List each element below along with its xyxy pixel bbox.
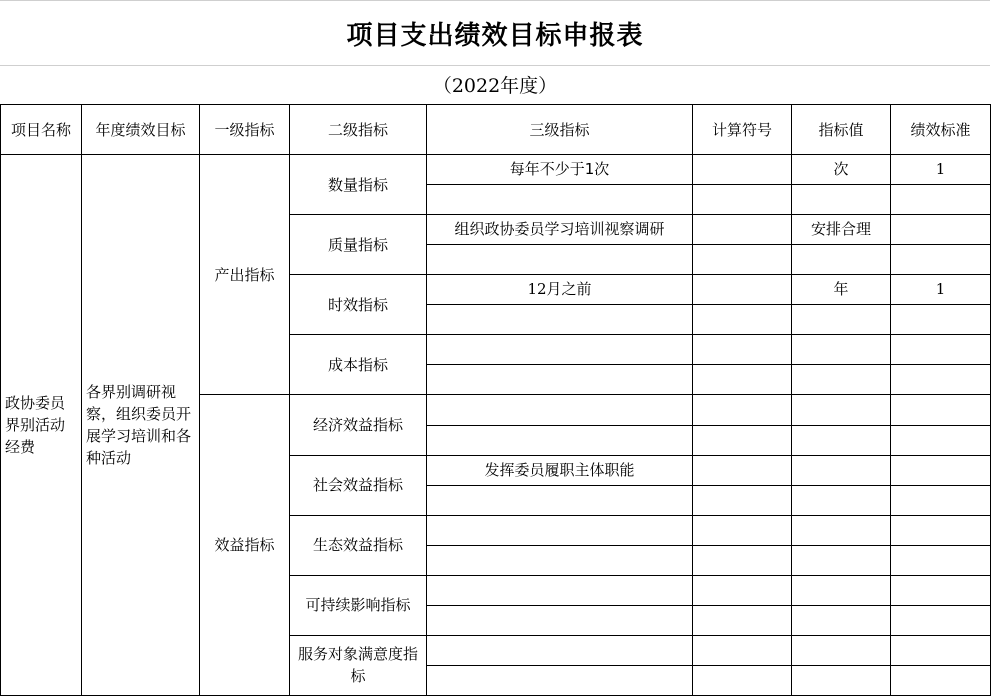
header-level1: 一级指标 <box>200 105 290 155</box>
level2-cost-cell: 成本指标 <box>290 335 427 395</box>
level2-quantity-cell: 数量指标 <box>290 155 427 215</box>
empty-cell <box>891 515 991 545</box>
empty-cell <box>693 335 792 365</box>
empty-cell <box>792 365 891 395</box>
page-title: 项目支出绩效目标申报表 <box>0 0 990 66</box>
empty-cell <box>427 605 693 635</box>
empty-cell <box>792 605 891 635</box>
empty-cell <box>693 515 792 545</box>
level2-economic-cell: 经济效益指标 <box>290 395 427 455</box>
level2-timeliness-cell: 时效指标 <box>290 275 427 335</box>
empty-cell <box>891 605 991 635</box>
level1-output-cell: 产出指标 <box>200 155 290 395</box>
empty-cell <box>792 665 891 695</box>
level1-benefit-cell: 效益指标 <box>200 395 290 696</box>
header-annual-goal: 年度绩效目标 <box>82 105 200 155</box>
annual-goal-cell: 各界别调研视察，组织委员开展学习培训和各种活动 <box>82 155 200 696</box>
empty-cell <box>792 245 891 275</box>
empty-cell <box>792 185 891 215</box>
empty-cell <box>792 335 891 365</box>
timeliness-value-cell: 年 <box>792 275 891 305</box>
level2-satisfaction-cell: 服务对象满意度指标 <box>290 635 427 695</box>
header-level3: 三级指标 <box>427 105 693 155</box>
quality-standard-cell <box>891 215 991 245</box>
empty-cell <box>891 545 991 575</box>
empty-cell <box>693 455 792 485</box>
empty-cell <box>891 425 991 455</box>
year-subtitle: （2022年度） <box>432 75 558 97</box>
empty-cell <box>693 305 792 335</box>
empty-cell <box>693 605 792 635</box>
empty-cell <box>891 575 991 605</box>
empty-cell <box>693 395 792 425</box>
empty-cell <box>891 485 991 515</box>
empty-cell <box>693 245 792 275</box>
empty-cell <box>891 635 991 665</box>
timeliness-level3-cell: 12月之前 <box>427 275 693 305</box>
header-standard: 绩效标准 <box>891 105 991 155</box>
header-calc-symbol: 计算符号 <box>693 105 792 155</box>
empty-cell <box>891 365 991 395</box>
empty-cell <box>891 665 991 695</box>
quantity-standard-cell: 1 <box>891 155 991 185</box>
empty-cell <box>891 185 991 215</box>
empty-cell <box>427 665 693 695</box>
empty-cell <box>693 545 792 575</box>
empty-cell <box>891 395 991 425</box>
header-level2: 二级指标 <box>290 105 427 155</box>
level2-quality-cell: 质量指标 <box>290 215 427 275</box>
empty-cell <box>693 635 792 665</box>
empty-cell <box>693 365 792 395</box>
empty-cell <box>427 365 693 395</box>
header-project-name: 项目名称 <box>1 105 82 155</box>
empty-cell <box>792 575 891 605</box>
project-name-cell: 政协委员界别活动经费 <box>1 155 82 696</box>
empty-cell <box>427 425 693 455</box>
empty-cell <box>891 245 991 275</box>
empty-cell <box>792 485 891 515</box>
empty-cell <box>693 425 792 455</box>
table-row <box>1 155 991 185</box>
empty-cell <box>427 545 693 575</box>
empty-cell <box>792 455 891 485</box>
quantity-calc-cell <box>693 155 792 185</box>
quality-calc-cell <box>693 215 792 245</box>
empty-cell <box>792 305 891 335</box>
empty-cell <box>427 395 693 425</box>
empty-cell <box>427 635 693 665</box>
empty-cell <box>693 485 792 515</box>
empty-cell <box>891 335 991 365</box>
empty-cell <box>427 335 693 365</box>
empty-cell <box>427 245 693 275</box>
empty-cell <box>427 515 693 545</box>
empty-cell <box>693 665 792 695</box>
empty-cell <box>792 425 891 455</box>
indicator-table <box>0 104 991 696</box>
empty-cell <box>891 455 991 485</box>
empty-cell <box>693 185 792 215</box>
quality-level3-cell: 组织政协委员学习培训视察调研 <box>427 215 693 245</box>
quality-value-cell: 安排合理 <box>792 215 891 245</box>
empty-cell <box>891 305 991 335</box>
header-row <box>1 105 991 155</box>
level2-sustainable-cell: 可持续影响指标 <box>290 575 427 635</box>
timeliness-calc-cell <box>693 275 792 305</box>
empty-cell <box>693 575 792 605</box>
empty-cell <box>427 575 693 605</box>
empty-cell <box>427 485 693 515</box>
empty-cell <box>792 545 891 575</box>
quantity-value-cell: 次 <box>792 155 891 185</box>
quantity-level3-cell: 每年不少于1次 <box>427 155 693 185</box>
empty-cell <box>792 635 891 665</box>
empty-cell <box>792 395 891 425</box>
empty-cell <box>427 305 693 335</box>
empty-cell <box>792 515 891 545</box>
level2-social-cell: 社会效益指标 <box>290 455 427 515</box>
level2-ecological-cell: 生态效益指标 <box>290 515 427 575</box>
empty-cell <box>427 185 693 215</box>
social-level3-cell: 发挥委员履职主体职能 <box>427 455 693 485</box>
timeliness-standard-cell: 1 <box>891 275 991 305</box>
header-indicator-value: 指标值 <box>792 105 891 155</box>
